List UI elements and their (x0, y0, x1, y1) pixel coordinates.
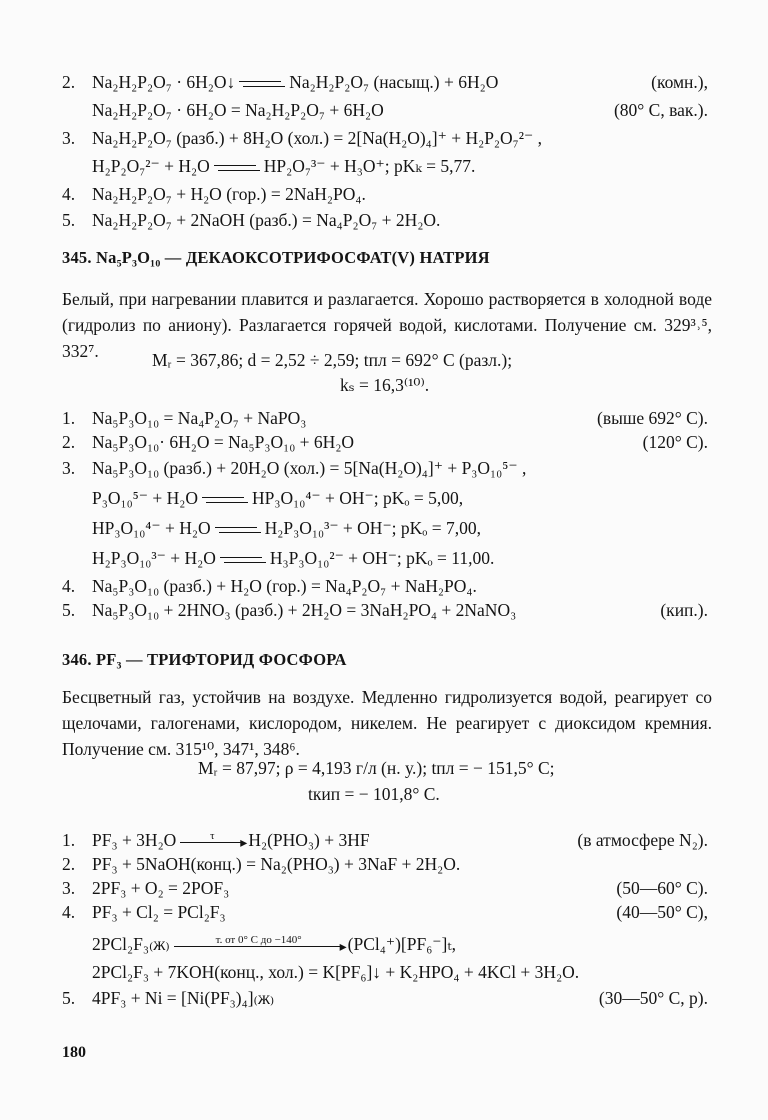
reaction-lhs: H₂P₃O₁₀³⁻ + H₂O (92, 548, 216, 568)
reaction-number: 4. (62, 902, 76, 922)
reaction-lhs: P₃O₁₀⁵⁻ + H₂O (92, 488, 199, 508)
page-number: 180 (62, 1044, 86, 1061)
reaction-equation: 4PF₃ + Ni = [Ni(PF₃)₄]₍ж₎ (92, 988, 275, 1008)
reaction-line (0, 484, 768, 512)
reaction-line (0, 68, 768, 96)
section-title: 346. PF₃ — ТРИФТОРИД ФОСФОРА (62, 650, 347, 669)
reaction-line (0, 206, 768, 234)
equilibrium-arrow-icon (220, 553, 266, 567)
reaction-line (0, 454, 768, 482)
arrow-label: т. от 0° С до −140° (215, 933, 302, 946)
reaction-lhs: 2PCl₂F₃₍ж₎ (92, 934, 170, 954)
reaction-rhs: (PCl₄⁺)[PF₆⁻]ₜ, (347, 934, 457, 954)
properties-line: Mᵣ = 87,97; ρ = 4,193 г/л (н. у.); tпл = − 151,5° С; (198, 758, 555, 778)
reaction-line (0, 180, 768, 208)
reaction-line (0, 984, 768, 1012)
reaction-equation: PF₃ + 5NaOH(конц.) = Na₂(PHO₃) + 3NaF + 2H₂O. (92, 854, 461, 874)
reaction-line (0, 930, 768, 958)
reaction-equation: 2PCl₂F₃ + 7KOH(конц., хол.) = K[PF₆]↓ + K₂HPO₄ + 4KCl + 3H₂O. (92, 962, 580, 982)
reaction-equation: PF₃ + Cl₂ = PCl₂F₃ (92, 902, 226, 922)
reaction-line (0, 428, 768, 456)
reaction-number: 1. (62, 408, 76, 428)
reaction-number: 4. (62, 576, 76, 596)
reaction-line (0, 544, 768, 572)
reaction-number: 3. (62, 128, 76, 148)
reaction-arrow-icon (180, 829, 244, 849)
reaction-equation: Na₅P₃O₁₀ + 2HNO₃ (разб.) + 2H₂O = 3NaH₂PO₄ + 2NaNO₃ (92, 600, 517, 620)
reaction-number: 1. (62, 830, 76, 850)
reaction-line (0, 514, 768, 542)
reaction-equation: Na₂H₂P₂O₇ (разб.) + 8H₂O (хол.) = 2[Na(H₂O)₄]⁺ + H₂P₂O₇²⁻ , (92, 128, 543, 148)
properties-line: tкип = − 101,8° С. (308, 784, 440, 804)
reaction-number: 3. (62, 458, 76, 478)
equilibrium-arrow-icon (215, 523, 261, 537)
reaction-number: 2. (62, 432, 76, 452)
equilibrium-arrow-icon (214, 161, 260, 175)
reaction-number: 5. (62, 988, 76, 1008)
reaction-line (0, 596, 768, 624)
reaction-condition: (30—50° С, p). (598, 988, 708, 1008)
reaction-rhs: HP₃O₁₀⁴⁻ + OH⁻; pKₒ = 5,00, (252, 488, 464, 508)
reaction-line (0, 898, 768, 926)
reaction-line (0, 152, 768, 180)
reaction-rhs: H₂P₃O₁₀³⁻ + OH⁻; pKₒ = 7,00, (264, 518, 481, 538)
reaction-number: 3. (62, 878, 76, 898)
section-description: Белый, при нагревании плавится и разлагается. Хорошо растворяется в холодной воде (гидролиз по аниону). Разлагается горячей водой, кислотами. Получение см. 329³˒⁵, 332⁷. (62, 289, 712, 361)
reaction-equation: Na₂H₂P₂O₇ + H₂O (гор.) = 2NaH₂PO₄. (92, 184, 366, 204)
reaction-rhs: HP₂O₇³⁻ + H₃O⁺; pKₖ = 5,77. (263, 156, 476, 176)
reaction-lhs: PF₃ + 3H₂O (92, 830, 177, 850)
section-title: 345. Na₅P₃O₁₀ — ДЕКАОКСОТРИФОСФАТ(V) НАТРИЯ (62, 248, 490, 267)
reaction-equation: Na₅P₃O₁₀ (разб.) + H₂O (гор.) = Na₄P₂O₇ + NaH₂PO₄. (92, 576, 477, 596)
reaction-number: 4. (62, 184, 76, 204)
reaction-condition: (комн.), (651, 72, 708, 92)
equilibrium-arrow-icon (202, 493, 248, 507)
reaction-line (0, 96, 768, 124)
properties-line: kₛ = 16,3⁽¹⁰⁾. (340, 375, 430, 395)
reaction-condition: (40—50° С), (616, 902, 708, 922)
arrow-label: τ (210, 829, 215, 842)
reaction-arrow-icon (174, 933, 344, 953)
section-description: Бесцветный газ, устойчив на воздухе. Медленно гидролизуется водой, реагирует со щелочами, галогенами, кислородом, никелем. Не реагирует с диоксидом кремния. Получение см. 315¹⁰, 347¹, 348⁶. (62, 687, 712, 759)
reaction-condition: (в атмосфере N₂). (577, 830, 708, 850)
reaction-condition: (кип.). (660, 600, 708, 620)
reaction-lhs: Na₂H₂P₂O₇ · 6H₂O↓ (92, 72, 236, 92)
reaction-line (0, 958, 768, 986)
properties-line: Mᵣ = 367,86; d = 2,52 ÷ 2,59; tпл = 692° С (разл.); (152, 350, 513, 370)
reaction-rhs: H₃P₃O₁₀²⁻ + OH⁻; pKₒ = 11,00. (269, 548, 495, 568)
reaction-number: 5. (62, 210, 76, 230)
reaction-rhs: Na₂H₂P₂O₇ (насыщ.) + 6H₂O (289, 72, 499, 92)
reaction-condition: (120° С). (642, 432, 708, 452)
reaction-lhs: HP₃O₁₀⁴⁻ + H₂O (92, 518, 211, 538)
reaction-number: 5. (62, 600, 76, 620)
reaction-equation: Na₂H₂P₂O₇ + 2NaOH (разб.) = Na₄P₂O₇ + 2H₂O. (92, 210, 441, 230)
equilibrium-arrow-icon (239, 77, 285, 91)
reaction-equation: Na₅P₃O₁₀· 6H₂O = Na₅P₃O₁₀ + 6H₂O (92, 432, 355, 452)
reaction-number: 2. (62, 854, 76, 874)
reaction-equation: Na₅P₃O₁₀ (разб.) + 20H₂O (хол.) = 5[Na(H₂O)₄]⁺ + P₃O₁₀⁵⁻ , (92, 458, 527, 478)
reaction-equation: Na₅P₃O₁₀ = Na₄P₂O₇ + NaPO₃ (92, 408, 307, 428)
reaction-condition: (50—60° С). (616, 878, 708, 898)
reaction-lhs: H₂P₂O₇²⁻ + H₂O (92, 156, 210, 176)
reaction-condition: (выше 692° С). (597, 408, 708, 428)
reaction-equation: 2PF₃ + O₂ = 2POF₃ (92, 878, 230, 898)
reaction-condition: (80° С, вак.). (613, 100, 708, 120)
reaction-rhs: H₂(PHO₃) + 3HF (248, 830, 370, 850)
reaction-equation: Na₂H₂P₂O₇ · 6H₂O = Na₂H₂P₂O₇ + 6H₂O (92, 100, 384, 120)
reaction-line (0, 124, 768, 152)
reaction-number: 2. (62, 72, 76, 92)
